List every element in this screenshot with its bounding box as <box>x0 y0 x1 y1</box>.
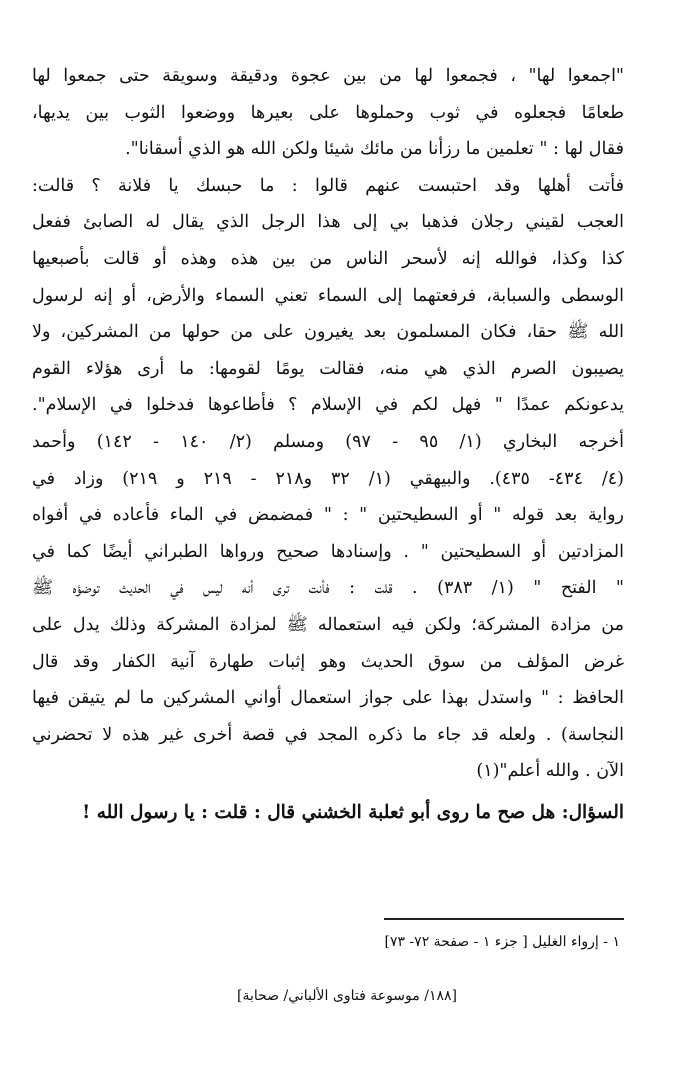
text-line-13: رواية بعد قوله " أو السطيحتين " : " فمضمض في الماء فأعاده في أفواه <box>32 505 624 526</box>
text-line-15: " الفتح " (١/ ٣٨٣) . قلت : فأنت ترى أنه ليس في الحديث توضؤه ﷺ <box>32 578 624 599</box>
text-line-9: يصيبون الصرم الذي هي منه، فقالت يومًا لقومها: ما أرى هؤلاء القوم <box>32 358 624 379</box>
text-line-4: فأتت أهلها وقد احتبست عنهم قالوا : ما حبسك يا فلانة ؟ قالت: <box>32 175 624 196</box>
text-line-3: فقال لها : " تعلمين ما رزأنا من مائك شيئا ولكن الله هو الذي أسقانا". <box>125 139 624 160</box>
text-line-17: غرض المؤلف من سوق الحديث وهو إثبات طهارة آنية الكفار وقد قال <box>32 651 624 672</box>
text-line-2: طعامًا فجعلوه في ثوب وحملوها على بعيرها ووضعوا الثوب بين يديها، <box>32 102 624 123</box>
main-text <box>32 58 624 836</box>
question-line <box>32 790 624 836</box>
text-line-19: النجاسة) . ولعله قد جاء ما ذكره المجد في قصة أخرى غير هذه لا تحضرني <box>32 724 624 745</box>
text-line-5: العجب لقيني رجلان فذهبا بي إلى هذا الرجل الذي يقال له الصابئ ففعل <box>32 212 624 233</box>
text-line-1: "اجمعوا لها" ، فجمعوا لها من بين عجوة ودقيقة وسويقة حتى جمعوا لها <box>32 66 624 86</box>
footnote: ١ - إرواء الغليل [ جزء ١ - صفحة ٧٢- ٧٣] <box>384 934 620 950</box>
text-line-6: كذا وكذا، فوالله إنه لأسحر الناس من بين هذه وهذه أو قالت بأصبعيها <box>32 248 624 269</box>
text-line-18: الحافظ : " واستدل بهذا على جواز استعمال أواني المشركين ما لم يتيقن فيها <box>32 688 624 709</box>
footnote-divider <box>384 918 624 920</box>
text-line-11: أخرجه البخاري (١/ ٩٥ - ٩٧) ومسلم (٢/ ١٤٠ - ١٤٢) وأحمد <box>32 431 624 452</box>
text-line-20: الآن . والله أعلم"(١) <box>476 761 624 782</box>
question-label: السؤال: <box>561 801 624 823</box>
text-line-14: المزادتين أو السطيحتين " . وإسنادها صحيح ورواها الطبراني أيضًا كما في <box>32 541 624 562</box>
text-line-10: يدعونكم عمدًا " فهل لكم في الإسلام ؟ فأطاعوها فدخلوا في الإسلام". <box>32 395 624 416</box>
text-line-7: الوسطى والسبابة، فرفعتهما إلى السماء تعني السماء والأرض، أو إنه لرسول <box>32 285 624 306</box>
text-line-12: (٤/ ٤٣٤- ٤٣٥). والبيهقي (١/ ٣٢ و٢١٨ - ٢١٩ و ٢١٩) وزاد في <box>32 468 624 489</box>
text-line-16: من مزادة المشركة؛ ولكن فيه استعماله ﷺ لمزادة المشركة وذلك يدل على <box>32 614 624 635</box>
question-text: هل صح ما روى أبو ثعلبة الخشني قال : قلت : يا رسول الله ! <box>82 801 562 823</box>
page-footer: [١٨٨/ موسوعة فتاوى الألباني/ صحابة] <box>237 988 457 1004</box>
text-line-8: الله ﷺ حقا، فكان المسلمون بعد يغيرون على من حولها من المشركين، ولا <box>32 322 624 343</box>
